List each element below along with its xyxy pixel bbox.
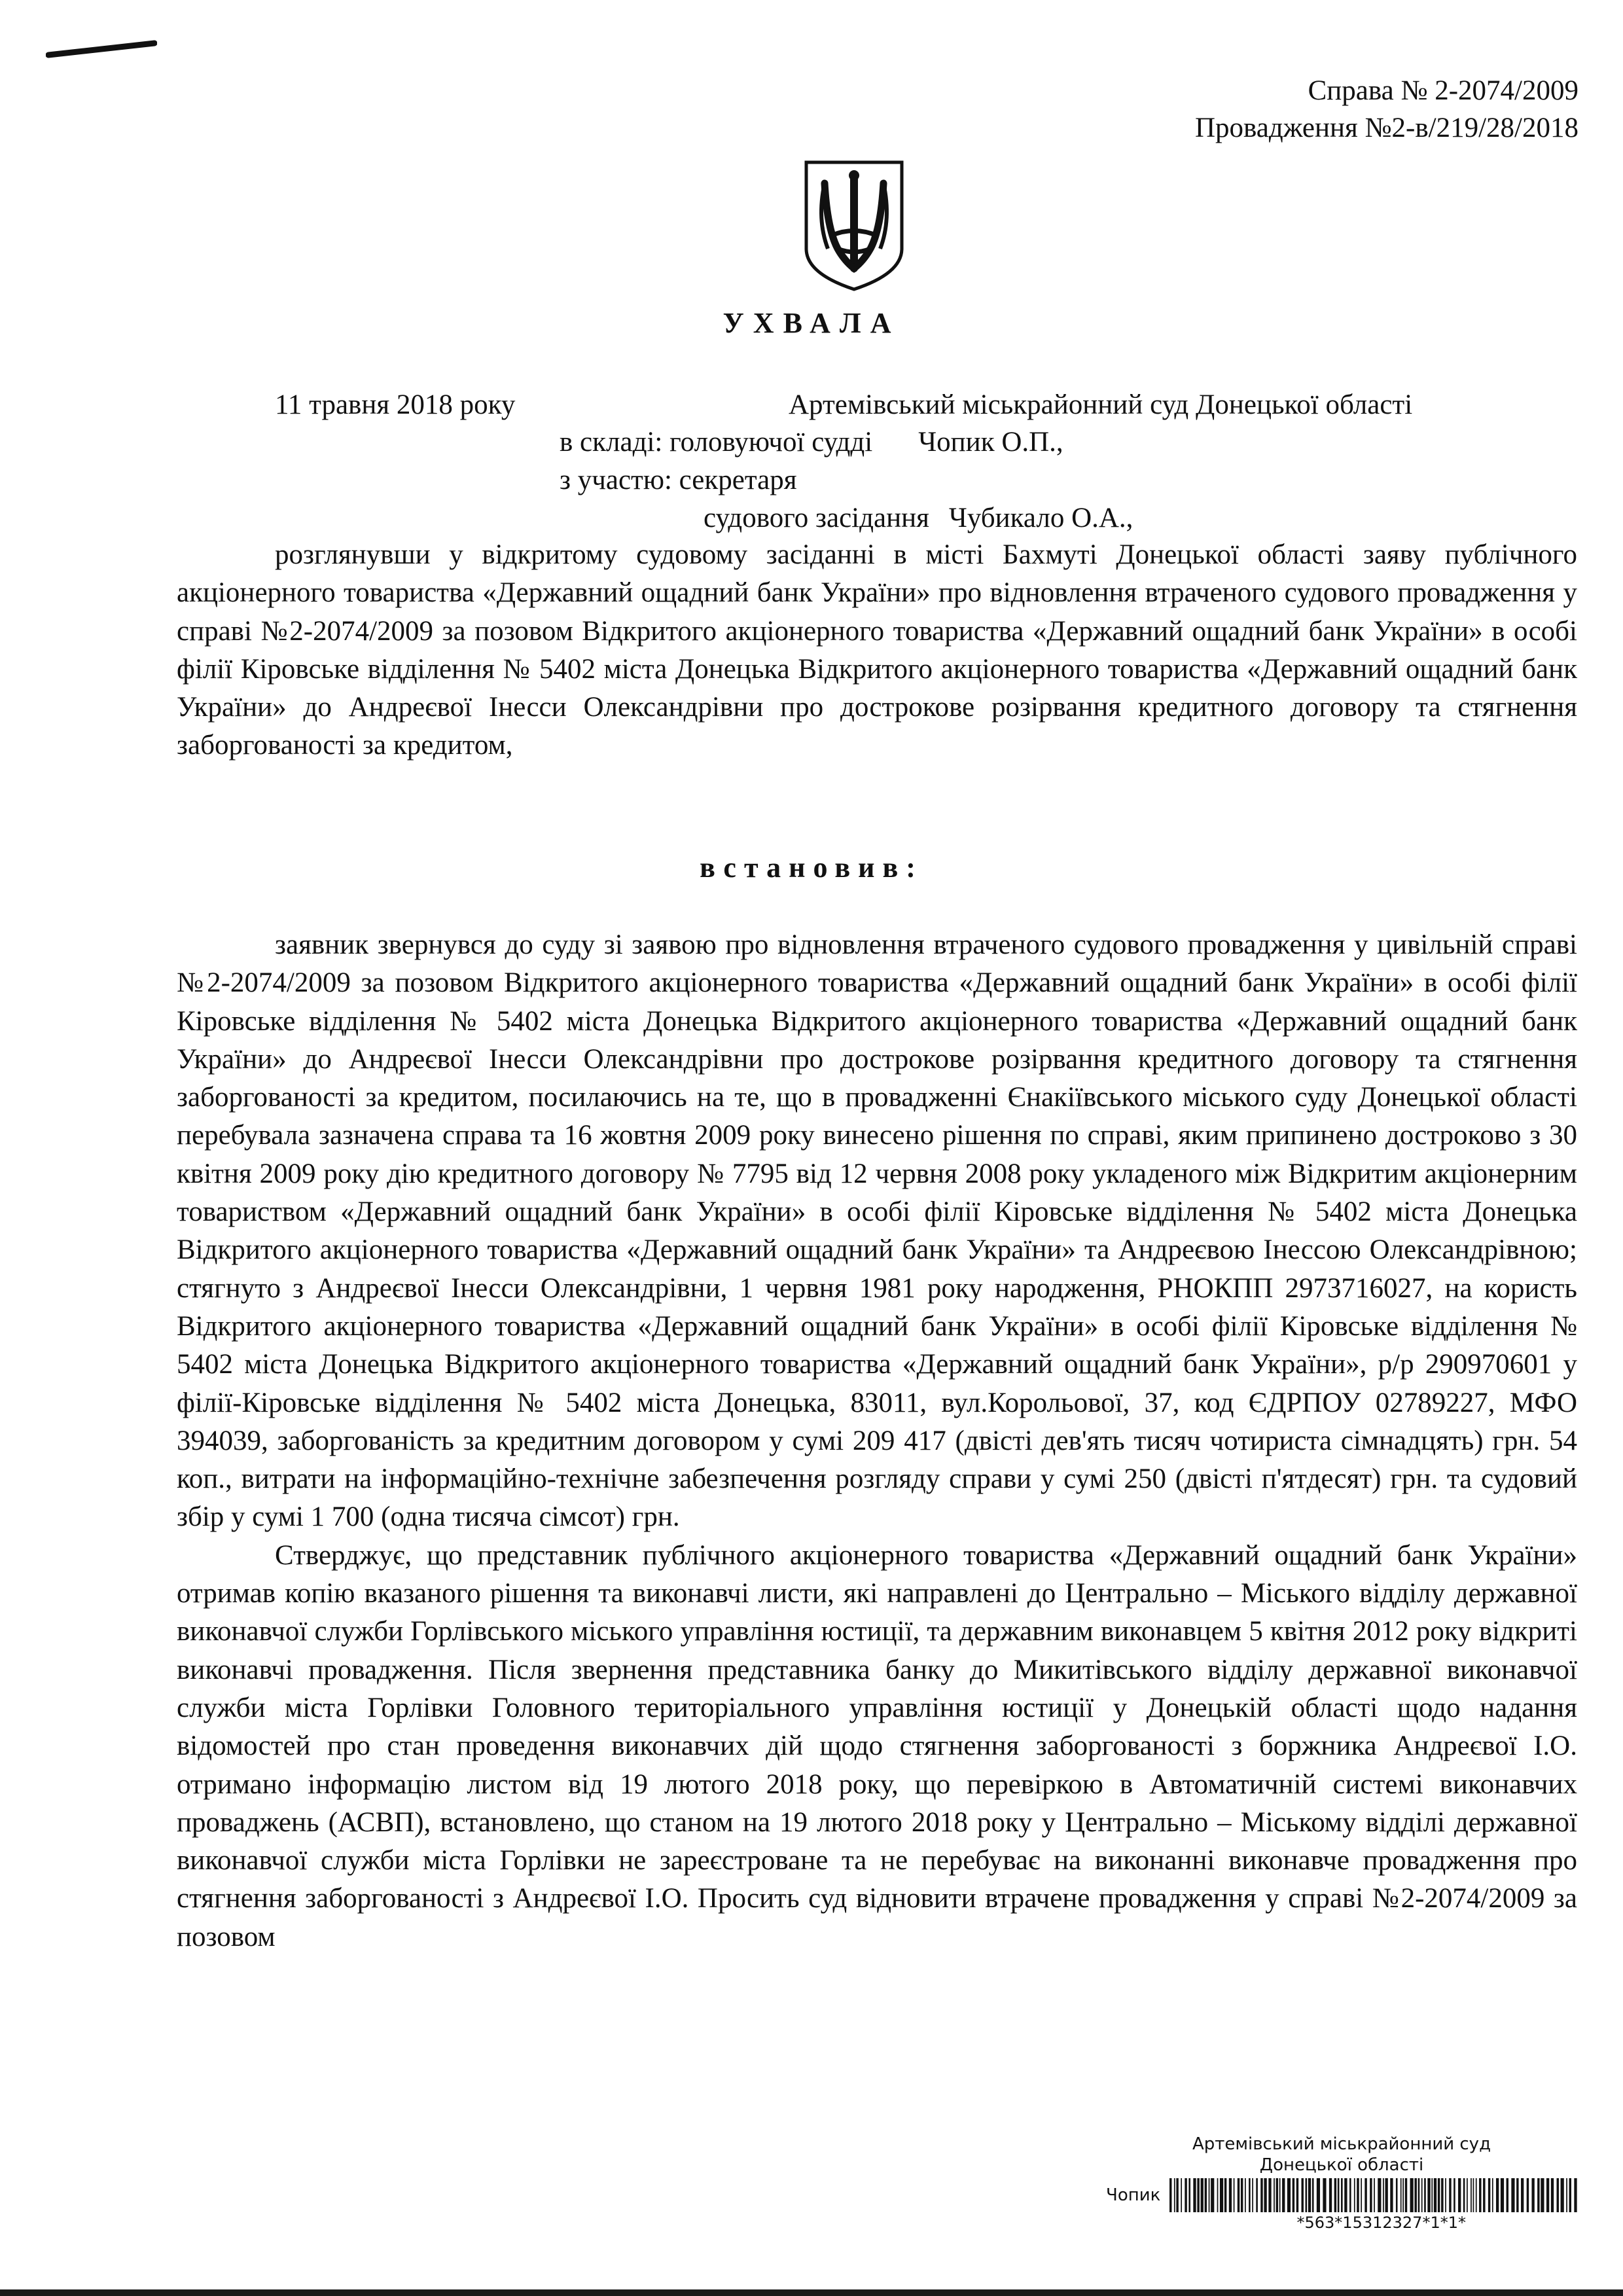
findings-paragraph-2: Стверджує, що представник публічного акціонерного товариства «Державний ощадний банк України» отримав копію вказаного рішення та виконавчі листи, які направлені до Центрально – Міського відділу державної виконавчої служби Горлівського міського управління юстиції, та державним виконавцем 5 квітня 2012 року відкриті виконавчі провадження. Після звернення представника банку до Микитівського відділу державної виконавчої служби міста Горлівки Головного територіального управління юстиції у Донецькій області щодо надання відомостей про стан проведення виконавчих дій щодо стягнення заборгованості з боржника Андреєвої І.О. отримано інформацію листом від 19 лютого 2018 року, що перевіркою в Автоматичній системі виконавчих проваджень (АСВП), встановлено, що станом на 19 лютого 2018 року у Центрально – Міському відділі державної виконавчої служби міста Горлівки не зареєстроване та не перебуває на виконанні виконавче провадження про стягнення заборгованості з Андреєвої І.О. Просить суд відновити втрачене провадження у справі №2-2074/2009 за позовом [177,1539,1577,1952]
tryzub-coat-of-arms-icon [798,157,910,295]
barcode-row [1106,2178,1577,2212]
case-number: Справа № 2-2074/2009 [1308,75,1578,106]
case-references [1195,72,1578,147]
court-barcode-stamp [1106,2134,1577,2233]
stamp-region-line: Донецької області [1259,2155,1424,2175]
panel-composition-row [560,423,1133,461]
court-name: Артемівський міськрайонний суд Донецької області [789,389,1413,420]
court-secretary: Чубикало О.А., [948,503,1133,533]
intro-block [177,536,1577,765]
section-heading: встановив: [700,852,923,884]
presiding-judge: Чопик О.П., [918,427,1063,457]
participation-label: з участю: секретаря [560,465,797,495]
intro-paragraph: розглянувши у відкритому судовому засіданні в місті Бахмуті Донецької області заяву публічного акціонерного товариства «Державний ощадний банк України» про відновлення втраченого судового провадження у справі №2-2074/2009 за позовом Відкритого акціонерного товариства «Державний ощадний банк України» в особі філії Кіровське відділення № 5402 міста Донецька Відкритого акціонерного товариства «Державний ощадний банк України» до Андреєвої Інесси Олександрівни про дострокове розірвання кредитного договору та стягнення заборгованості за кредитом, [177,539,1577,761]
pen-mark-icon [46,39,157,59]
court-panel [560,423,1133,537]
barcode-icon [1169,2178,1577,2212]
panel-secretary-row [560,499,1133,537]
findings-block [177,926,1577,1956]
secretary-label: судового засідання [704,503,929,533]
scan-bottom-edge [0,2289,1623,2296]
proceeding-number: Провадження №2-в/219/28/2018 [1194,113,1578,143]
stamp-barcode-code: *563*15312327*1*1* [1296,2214,1466,2232]
ruling-date: 11 травня 2018 року [275,389,516,420]
stamp-judge-tag: Чопик [1106,2185,1161,2205]
findings-paragraph-1: заявник звернувся до суду зі заявою про відновлення втраченого судового провадження у цивільній справі №2-2074/2009 за позовом Відкритого акціонерного товариства «Державний ощадний банк України» в особі філії Кіровське відділення № 5402 міста Донецька Відкритого акціонерного товариства «Державний ощадний банк України» до Андреєвої Інесси Олександрівни про дострокове розірвання кредитного договору та стягнення заборгованості за кредитом, посилаючись на те, що в провадженні Єнакіївського міського суду Донецької області перебувала зазначена справа та 16 жовтня 2009 року винесено рішення по справі, яким припинено достроково з 30 квітня 2009 року дію кредитного договору № 7795 від 12 червня 2008 року укладеного між Відкритим акціонерним товариством «Державний ощадний банк України» в особі філії Кіровське відділення № 5402 міста Донецька Відкритого акціонерного товариства «Державний ощадний банк України» та Андреєвою Інессою Олександрівною; стягнуто з Андреєвої Інесси Олександрівни, 1 червня 1981 року народження, РНОКПП 2973716027, на користь Відкритого акціонерного товариства «Державний ощадний банк України» в особі філії Кіровське відділення № 5402 міста Донецька Відкритого акціонерного товариства «Державний ощадний банк України», р/р 290970601 у філії-Кіровське відділення № 5402 міста Донецька, 83011, вул.Корольової, 37, код ЄДРПОУ 02789227, МФО 394039, заборгованість за кредитним договором у сумі 209 417 (двісті дев'ять тисяч чотириста сімнадцять) грн. 54 коп., витрати на інформаційно-технічне забезпечення розгляду справи у сумі 250 (двісті п'ятдесят) грн. та судовий збір у сумі 1 700 (одна тисяча сімсот) грн. [177,929,1577,1533]
composition-label: в складі: головуючої судді [560,427,873,457]
stamp-court-line: Артемівський міськрайонний суд [1192,2134,1491,2154]
document-title: УХВАЛА [722,307,901,339]
